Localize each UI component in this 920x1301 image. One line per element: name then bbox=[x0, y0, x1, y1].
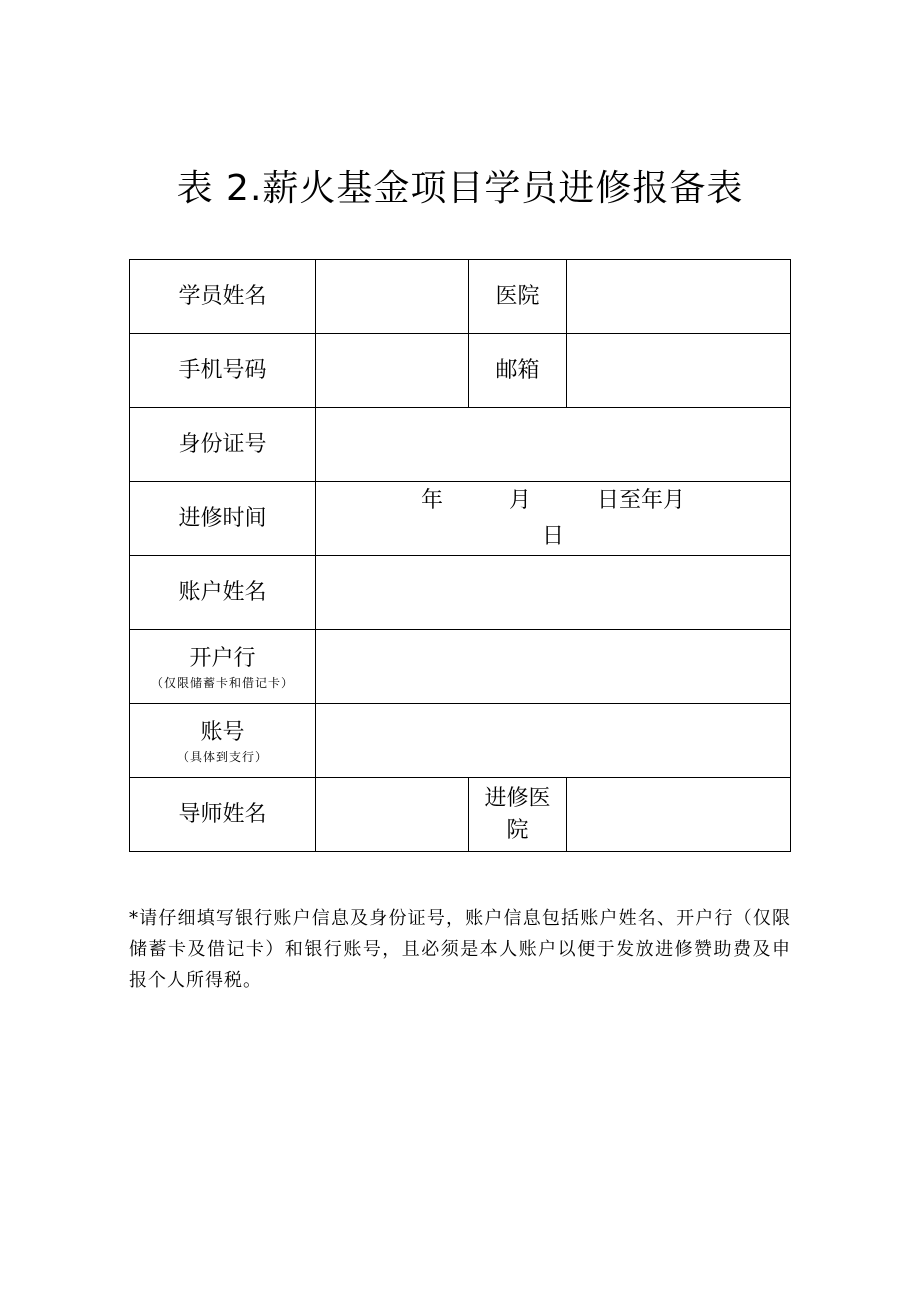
study-hospital-label-line2: 院 bbox=[506, 817, 529, 843]
bank-field[interactable] bbox=[316, 630, 791, 704]
student-name-field[interactable] bbox=[316, 260, 469, 334]
hospital-field[interactable] bbox=[567, 260, 791, 334]
phone-field[interactable] bbox=[316, 334, 469, 408]
table-row bbox=[130, 260, 791, 334]
study-time-label: 进修时间 bbox=[130, 482, 316, 556]
id-number-field[interactable] bbox=[316, 408, 791, 482]
study-hospital-field[interactable] bbox=[567, 778, 791, 852]
account-number-field[interactable] bbox=[316, 704, 791, 778]
table-row bbox=[130, 482, 791, 556]
page-title: 表 2.薪火基金项目学员进修报备表 bbox=[176, 168, 744, 209]
student-name-label: 学员姓名 bbox=[130, 260, 316, 334]
footnote: *请仔细填写银行账户信息及身份证号，账户信息包括账户姓名、开户行（仅限储蓄卡及借记卡）和银行账号，且必须是本人账户以便于发放进修赞助费及申报个人所得税。 bbox=[129, 908, 791, 991]
study-time-month: 月 bbox=[508, 487, 531, 513]
study-hospital-label-line1: 进修医 bbox=[484, 785, 551, 811]
registration-form-table bbox=[129, 259, 791, 852]
study-time-field[interactable] bbox=[316, 482, 791, 556]
table-row bbox=[130, 334, 791, 408]
account-number-label: 账号 bbox=[200, 719, 245, 745]
study-time-year: 年 bbox=[420, 487, 443, 513]
table-row bbox=[130, 556, 791, 630]
bank-label-cell bbox=[130, 630, 316, 704]
account-number-note: （具体到支行） bbox=[176, 749, 268, 764]
table-row bbox=[130, 778, 791, 852]
tutor-name-label: 导师姓名 bbox=[130, 778, 316, 852]
account-name-field[interactable] bbox=[316, 556, 791, 630]
study-time-range bbox=[316, 483, 790, 519]
account-number-label-cell bbox=[130, 704, 316, 778]
id-number-label: 身份证号 bbox=[130, 408, 316, 482]
bank-note: （仅限储蓄卡和借记卡） bbox=[150, 675, 294, 690]
email-field[interactable] bbox=[567, 334, 791, 408]
study-time-day: 日 bbox=[541, 523, 564, 549]
phone-label: 手机号码 bbox=[130, 334, 316, 408]
study-hospital-label-cell bbox=[469, 778, 567, 852]
email-label: 邮箱 bbox=[469, 334, 567, 408]
tutor-name-field[interactable] bbox=[316, 778, 469, 852]
hospital-label: 医院 bbox=[469, 260, 567, 334]
table-row bbox=[130, 704, 791, 778]
table-row bbox=[130, 408, 791, 482]
study-time-to: 日至年月 bbox=[597, 487, 686, 513]
account-name-label: 账户姓名 bbox=[130, 556, 316, 630]
bank-label: 开户行 bbox=[189, 645, 256, 671]
table-row bbox=[130, 630, 791, 704]
